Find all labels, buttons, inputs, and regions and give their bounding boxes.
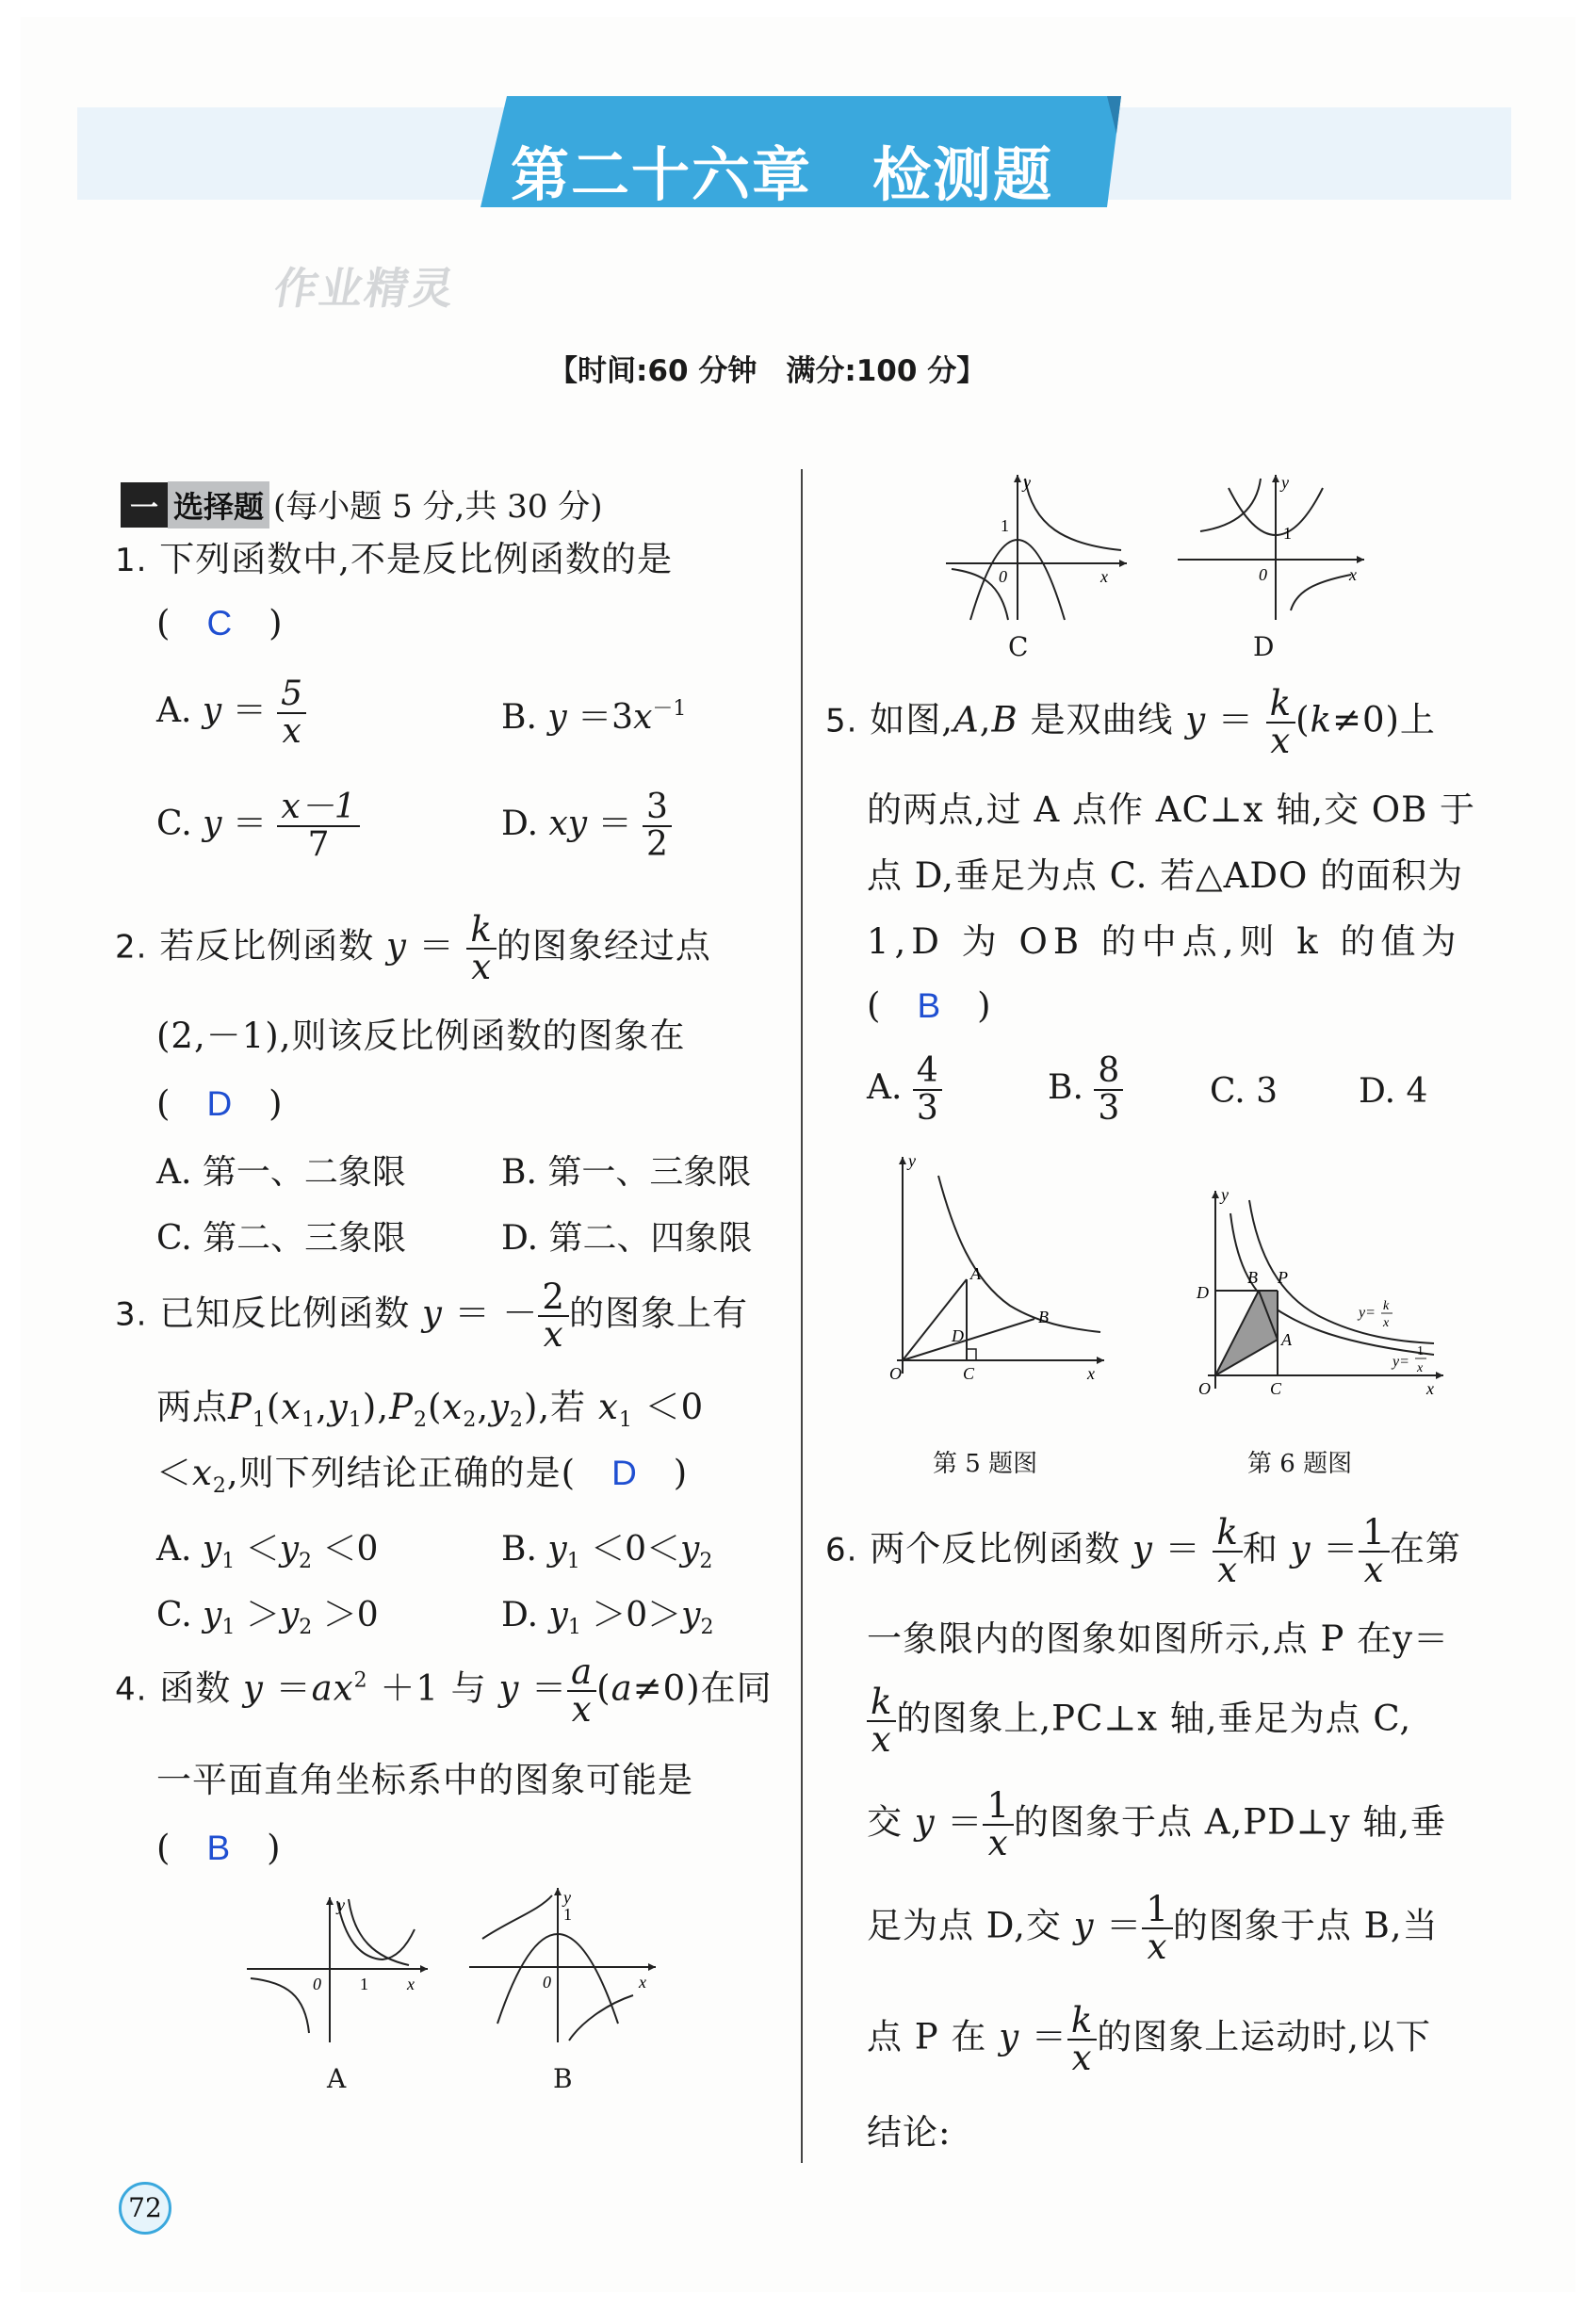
q3-option-b: B. $y_1 <0<y_2$ xyxy=(501,1530,713,1573)
q3-answer: D xyxy=(611,1454,638,1492)
svg-text:0: 0 xyxy=(543,1973,551,1992)
q2-option-d: D. 第二、四象限 xyxy=(501,1219,753,1258)
question-6: 6. 两个反比例函数 y ＝ $\frac{k}{x}$ 和 y ＝ $\frac{1}{x}$ 在第 xyxy=(825,1512,1461,1590)
q2-answer-bracket: ( D ) xyxy=(156,1083,284,1124)
q1-stem: 下列函数中,不是反比例函数的是 xyxy=(159,539,673,579)
q5-line2: 的两点,过 A 点作 AC⊥x 轴,交 OB 于 xyxy=(867,789,1476,830)
svg-text:y: y xyxy=(337,1895,345,1914)
svg-text:C: C xyxy=(963,1364,975,1383)
q5-line3: 点 D,垂足为点 C. 若△ADO 的面积为 xyxy=(867,855,1464,896)
q4-graph-c-label: C xyxy=(1008,631,1029,662)
q2-option-b: B. 第一、三象限 xyxy=(501,1153,752,1192)
question-3: 3. 已知反比例函数 y ＝ － $\frac{2}{x}$ 的图象上有 xyxy=(115,1276,748,1355)
section-name: 选择题 xyxy=(168,481,269,528)
svg-text:y: y xyxy=(908,1151,916,1170)
q2-option-c: C. 第二、三象限 xyxy=(156,1219,407,1258)
q4-graph-d-label: D xyxy=(1253,631,1275,662)
svg-text:D: D xyxy=(1197,1283,1209,1302)
q3-option-d: D. $y_1 >0>y_2$ xyxy=(501,1596,714,1639)
time-info: 【时间:60 分钟 满分:100 分】 xyxy=(548,354,986,388)
section-heading xyxy=(121,480,602,528)
section-score-note: (每小题 5 分,共 30 分) xyxy=(273,488,603,526)
svg-text:A: A xyxy=(970,1264,981,1283)
q5-option-a: A. $\frac{4}{3}$ xyxy=(867,1053,942,1127)
q6-line3: $\frac{k}{x}$ 的图象上,PC⊥x 轴,垂足为点 C, xyxy=(867,1684,1411,1758)
svg-text:P: P xyxy=(1278,1268,1288,1287)
q4-answer: B xyxy=(206,1829,232,1867)
question-2: 2. 若反比例函数 y ＝ $\frac{k}{x}$ 的图象经过点 xyxy=(115,909,711,987)
q2-option-a: A. 第一、二象限 xyxy=(156,1153,406,1192)
q4-graph-b xyxy=(464,1882,661,2061)
svg-text:k: k xyxy=(1383,1299,1390,1313)
q5-answer-bracket: ( B ) xyxy=(867,985,992,1026)
q4-graph-a-label: A xyxy=(327,2063,347,2094)
svg-text:1: 1 xyxy=(360,1975,368,1993)
svg-text:0: 0 xyxy=(999,567,1007,586)
svg-text:x: x xyxy=(1417,1361,1424,1375)
svg-text:D: D xyxy=(952,1326,964,1345)
q6-line6: 点 P 在 y ＝ $\frac{k}{x}$ 的图象上运动时,以下 xyxy=(867,2000,1432,2078)
q4-graph-a xyxy=(243,1892,432,2061)
svg-text:y: y xyxy=(1221,1185,1229,1204)
q2-answer: D xyxy=(206,1084,234,1123)
q3-option-c: C. $y_1 >y_2 >0$ xyxy=(156,1596,379,1639)
svg-text:1: 1 xyxy=(1001,516,1009,535)
q6-figure-caption: 第 6 题图 xyxy=(1247,1450,1353,1478)
column-divider xyxy=(801,469,803,2163)
svg-text:y: y xyxy=(563,1888,571,1907)
q5-option-c: C. 3 xyxy=(1210,1072,1278,1111)
q4-graph-c xyxy=(942,469,1131,629)
svg-text:1: 1 xyxy=(1283,524,1292,543)
svg-text:x: x xyxy=(1087,1364,1095,1383)
svg-text:x: x xyxy=(639,1973,646,1992)
q4-line2: 一平面直角坐标系中的图象可能是 xyxy=(156,1760,693,1800)
chapter-title: 第二十六章 检测题 xyxy=(511,140,1054,209)
watermark-logo: 作业精灵 xyxy=(269,263,461,314)
q3-line2: 两点$P_1(x_1,y_1),P_2(x_2,y_2)$,若 $x_1 <0$ xyxy=(156,1387,705,1432)
svg-text:0: 0 xyxy=(313,1975,321,1993)
q1-option-c: C. y ＝ $\frac{x-1}{7}$ xyxy=(156,789,360,863)
q5-figure xyxy=(869,1147,1114,1383)
svg-text:y: y xyxy=(1023,473,1031,492)
svg-text:A: A xyxy=(1281,1330,1292,1349)
q6-line5: 足为点 D,交 y ＝ $\frac{1}{x}$ 的图象于点 B,当 xyxy=(867,1889,1439,1967)
svg-text:C: C xyxy=(1270,1379,1282,1398)
svg-text:1: 1 xyxy=(563,1905,572,1924)
q1-answer: C xyxy=(206,604,234,642)
q5-answer: B xyxy=(917,986,942,1025)
q5-figure-caption: 第 5 题图 xyxy=(933,1450,1038,1478)
svg-text:y=: y= xyxy=(1392,1354,1409,1370)
q4-graph-d xyxy=(1172,469,1370,629)
q6-line7: 结论: xyxy=(867,2112,952,2153)
svg-text:1: 1 xyxy=(1417,1344,1424,1358)
svg-text:x: x xyxy=(1426,1379,1434,1398)
q2-line2: (2,－1),则该反比例函数的图象在 xyxy=(156,1016,686,1056)
q1-answer-bracket: ( C ) xyxy=(156,603,284,643)
q5-line4: 1,D 为 OB 的中点,则 k 的值为 xyxy=(867,921,1462,962)
svg-text:O: O xyxy=(1198,1379,1211,1398)
q1-option-b: B. $y =3x^{-1}$ xyxy=(501,697,687,737)
question-1: 1. 下列函数中,不是反比例函数的是 xyxy=(115,539,673,579)
q6-figure xyxy=(1180,1185,1462,1402)
svg-text:x: x xyxy=(1383,1316,1390,1330)
q1-option-d: D. xy ＝ $\frac{3}{2}$ xyxy=(501,789,672,863)
section-number: 一 xyxy=(121,482,168,528)
question-5: 5. 如图,A,B 是双曲线 y ＝ $\frac{k}{x}$ (k≠0)上 xyxy=(825,683,1436,761)
svg-text:0: 0 xyxy=(1259,565,1267,584)
q4-answer-bracket: ( B ) xyxy=(156,1828,282,1868)
q3-line3: $<x_2$,则下列结论正确的是( D ) xyxy=(156,1453,689,1498)
q1-option-a: A. y ＝ $\frac{5}{x}$ xyxy=(156,676,306,750)
q5-option-d: D. 4 xyxy=(1359,1072,1428,1111)
q3-option-a: A. $y_1 <y_2 <0$ xyxy=(156,1530,379,1573)
svg-text:x: x xyxy=(407,1975,415,1993)
page-number: 72 xyxy=(119,2182,171,2235)
question-4: 4. 函数 $y =ax^2 +1$ 与 y ＝ $\frac{a}{x}$ (a≠0)在同 xyxy=(115,1651,773,1730)
svg-text:x: x xyxy=(1100,567,1108,586)
svg-text:O: O xyxy=(889,1364,902,1383)
svg-text:y=: y= xyxy=(1359,1305,1376,1321)
q6-line4: 交 y ＝ $\frac{1}{x}$ 的图象于点 A,PD⊥y 轴,垂 xyxy=(867,1785,1447,1863)
svg-text:y: y xyxy=(1281,473,1289,492)
q6-line2: 一象限内的图象如图所示,点 P 在y＝ xyxy=(867,1618,1450,1659)
q4-graph-b-label: B xyxy=(553,2063,573,2094)
svg-text:B: B xyxy=(1038,1308,1049,1326)
svg-text:B: B xyxy=(1247,1268,1258,1287)
svg-text:x: x xyxy=(1349,565,1357,584)
page xyxy=(21,17,1575,2292)
q5-option-b: B. $\frac{8}{3}$ xyxy=(1048,1053,1123,1127)
